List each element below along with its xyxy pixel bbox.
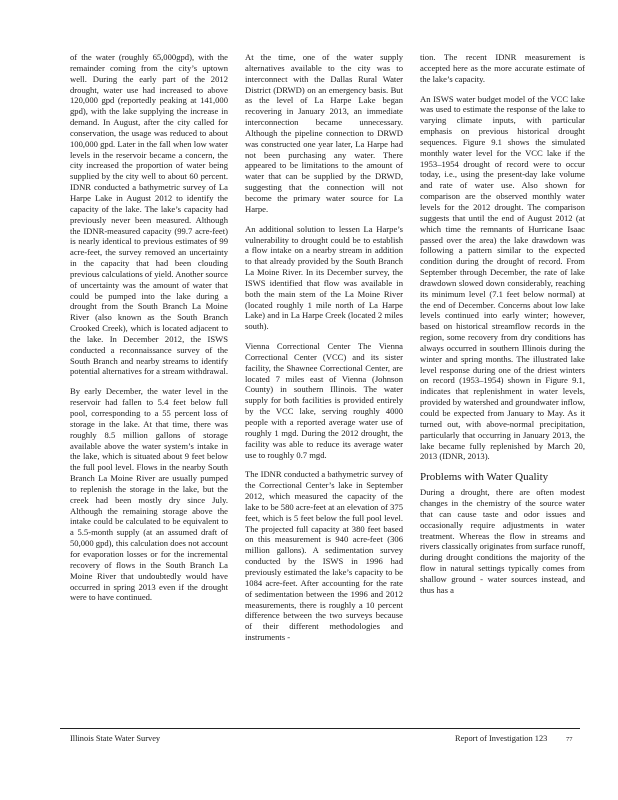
paragraph: The IDNR conducted a bathymetric survey of the Correctional Center’s lake in September 2012, which measured the capacity of the lake to be 580 acre-feet at an elevation of 375 feet, which is 5 feet below the full pool level. The projected full capacity at 380 feet based on this measurement is 940 acre-feet (306 million gallons). A sedimentation survey conducted by the ISWS in 1996 had previously estimated the lake’s capacity to be 1084 acre-feet. After accounting for the rate of sedimentation between the 1996 and 2012 measurements, there is roughly a 10 percent difference between the two surveys because of their different methodologies and instruments - — [245, 469, 403, 643]
paragraph: During a drought, there are often modest changes in the chemistry of the source water that can cause taste and odor issues and occasionally require adjustments in water treatment. Whereas the flow in streams and rivers classically originates from surface runoff, during drought conditions the majority of the flow in natural settings typically comes from shallow ground - water sources instead, and thus has a — [420, 487, 585, 595]
paragraph: At the time, one of the water supply alternatives available to the city was to interconnect with the Dallas Rural Water District (DRWD) on an emergency basis. But as the level of La Harpe Lake began recovering in January 2013, an immediate interconnection became unnecessary. Although the pipeline connection to DRWD was constructed one year later, La Harpe had not been purchasing any water. There appeared to be limitations to the amount of water that can be supplied by the DRWD, suggesting that the connection will not become the primary water source for La Harpe. — [245, 52, 403, 214]
footer-rule — [60, 728, 580, 729]
paragraph: An additional solution to lessen La Harpe’s vulnerability to drought could be to establish a flow intake on a nearby stream in addition to that already provided by the South Branch La Moine River. In its December survey, the ISWS identified that flow was available in both the main stem of the La Moine River (located roughly 1 mile north of La Harpe Lake) and in La Harpe Creek (located 2 miles south). — [245, 223, 403, 332]
text-column-2 — [245, 52, 403, 652]
paragraph: of the water (roughly 65,000gpd), with the remainder coming from the city’s uptown well. During the early part of the 2012 drought, water use had increased to above 120,000 gpd (reportedly peaking at 141,000 gpd), with the lake supplying the increase in demand. In August, after the city called for conservation, the usage was reduced to about 100,000 gpd. Later in the fall when low water levels in the reservoir became a concern, the city increased the proportion of water being supplied by the city well to about 60 percent. IDNR conducted a bathymetric survey of La Harpe Lake in August 2012 to identify the capacity of the lake. The lake’s capacity had previously never been measured. Although the IDNR-measured capacity (99.7 acre-feet) is nearly identical to previous estimates of 99 acre-feet, the survey removed an uncertainty in the capacity that had been clouding previous calculations of yield. Another source of uncertainty was the amount of water that could be pumped into the lake during a drought from the South Branch La Moine River (also known as the South Branch Crooked Creek), which is located adjacent to the lake. In December 2012, the ISWS conducted a reconnaissance survey of the South Branch and nearby streams to identify potential alternatives for a stream withdrawal. — [70, 52, 228, 377]
text-column-1 — [70, 52, 228, 612]
text-column-3 — [420, 52, 585, 605]
section-heading: Problems with Water Quality — [420, 471, 549, 484]
footer-publisher: Illinois State Water Survey — [70, 734, 161, 743]
paragraph: By early December, the water level in the reservoir had fallen to 5.4 feet below full pool, corresponding to a 55 percent loss of storage in the lake. At that time, there was roughly 8.5 million gallons of storage available above the water system’s intake in the lake, which is situated about 9 feet below the full pool level. Flows in the nearby South Branch La Moine River are usually pumped to replenish the storage in the lake, but the creek had been mostly dry since July. Although the remaining storage above the intake could be calculated to be equivalent to a 5.5-month supply (at an assumed draft of 50,000 gpd), this calculation does not account for evaporation losses or for the incremental recovery of flows in the South Branch La Moine River that undoubtedly would have occurred in spring 2013 even if the drought were to have continued. — [70, 386, 228, 603]
page-number: 77 — [566, 736, 573, 743]
footer-report-title: Report of Investigation 123 — [455, 734, 548, 743]
paragraph: tion. The recent IDNR measurement is accepted here as the more accurate estimate of the lake’s capacity. — [420, 52, 585, 84]
paragraph: Vienna Correctional Center The Vienna Correctional Center (VCC) and its sister facility, the Shawnee Correctional Center, are located 7 miles east of Vienna (Johnson County) in southern Illinois. The water supply for both facilities is provided entirely by the VCC lake, serving roughly 4000 people with a reported average water use of roughly 1 mgd. During the 2012 drought, the facility was able to reduce its average water use to roughly 0.7 mgd. — [245, 341, 403, 460]
paragraph: An ISWS water budget model of the VCC lake was used to estimate the response of the lake to varying climate inputs, with particular emphasis on previous historical drought sequences. Figure 9.1 shows the simulated monthly water level for the VCC lake if the 1953–1954 drought of record were to occur today, i.e., using the present-day lake volume and rate of water use. Also shown for comparison are the observed monthly water levels for the 2012 drought. The comparison suggests that until the end of August 2012 (at which time the remnants of Hurricane Isaac passed over the area) the lake drawdown was following a pattern similar to the expected condition during the drought of record. From September through December, the rate of lake drawdown slowed down considerably, reaching its minimum level (7.1 feet below normal) at the end of December. Concerns about low lake levels continued into early winter; however, based on historical streamflow records in the region, some recovery from dry conditions has always occurred in southern Illinois during the winter and spring months. The illustrated lake level response during one of the driest winters on record (1953–1954) shown in Figure 9.1, indicates that replenishment in water levels, provided by watershed and groundwater inflow, could be expected from January to May. As it turned out, with above-normal precipitation, particularly that occurring in January 2013, the lake became fully replenished by March 20, 2013 (IDNR, 2013). — [420, 93, 585, 462]
